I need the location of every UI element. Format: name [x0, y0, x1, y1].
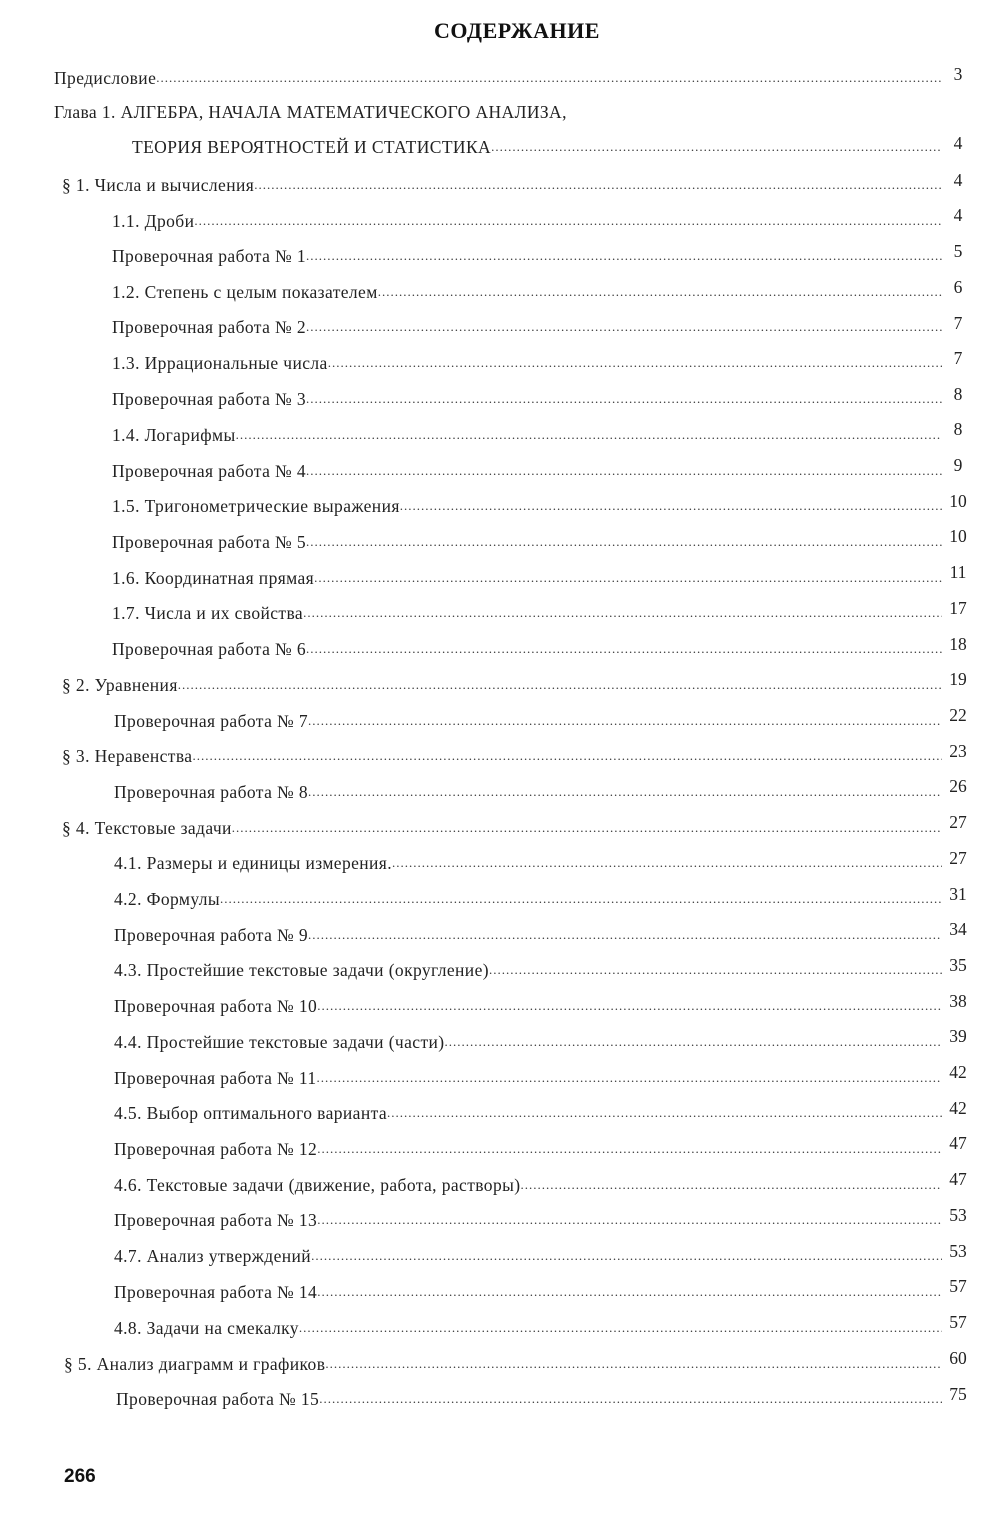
- toc-entry-label: Проверочная работа № 13: [114, 1210, 318, 1230]
- toc-page-number: 11: [949, 562, 967, 582]
- toc-entry[interactable]: [54, 67, 942, 89]
- toc-entry[interactable]: [112, 602, 942, 624]
- leader-dots: [311, 1248, 942, 1264]
- toc-entry[interactable]: [112, 638, 942, 660]
- leader-dots: [192, 748, 942, 764]
- toc-entry-label: 1.1. Дроби: [112, 211, 195, 231]
- toc-entry-label: 1.6. Координатная прямая: [112, 568, 315, 588]
- leader-dots: [194, 213, 942, 229]
- toc-page-number: 10: [949, 491, 967, 511]
- leader-dots: [299, 1320, 942, 1336]
- leader-dots: [306, 319, 942, 335]
- toc-entry[interactable]: [62, 817, 942, 839]
- toc-entry[interactable]: [114, 852, 942, 874]
- toc-entry-label: Проверочная работа № 2: [112, 317, 307, 337]
- toc-entry-label: Проверочная работа № 11: [114, 1068, 317, 1088]
- toc-entry[interactable]: [62, 674, 942, 696]
- toc-entry-label: Проверочная работа № 9: [114, 925, 309, 945]
- leader-dots: [156, 70, 942, 86]
- toc-entry[interactable]: [114, 959, 942, 981]
- toc-entry-label: ТЕОРИЯ ВЕРОЯТНОСТЕЙ И СТАТИСТИКА: [132, 137, 492, 157]
- toc-page-number: 3: [953, 64, 963, 84]
- toc-entry-label: Проверочная работа № 3: [112, 389, 307, 409]
- toc-entry[interactable]: [116, 1388, 942, 1410]
- leader-dots: [387, 1105, 942, 1121]
- toc-entry-label: Проверочная работа № 15: [116, 1389, 320, 1409]
- toc-entry-label: 1.7. Числа и их свойства: [112, 603, 304, 623]
- toc-entry[interactable]: [112, 495, 942, 517]
- toc-entry-label: Проверочная работа № 1: [112, 246, 307, 266]
- page-title: СОДЕРЖАНИЕ: [434, 18, 600, 43]
- toc-entry[interactable]: [112, 424, 942, 446]
- toc-page-number: 10: [949, 526, 967, 546]
- toc-entry-label: 1.5. Тригонометрические выражения: [112, 496, 400, 516]
- toc-page-number: 4: [953, 205, 963, 225]
- toc-entry-label: Проверочная работа № 6: [112, 639, 307, 659]
- toc-page-number: 38: [949, 991, 967, 1011]
- toc-entry-label: 1.4. Логарифмы: [112, 425, 236, 445]
- toc-entry-label: § 4. Текстовые задачи: [62, 818, 232, 838]
- toc-entry-label: Проверочная работа № 8: [114, 782, 309, 802]
- toc-entry-label: 4.6. Текстовые задачи (движение, работа, растворы): [114, 1175, 521, 1195]
- toc-page-number: 6: [953, 277, 963, 297]
- leader-dots: [308, 927, 942, 943]
- leader-dots: [392, 855, 942, 871]
- toc-page-number: 18: [949, 634, 967, 654]
- toc-page-number: 8: [953, 419, 963, 439]
- toc-page-number: 27: [949, 812, 967, 832]
- toc-entry-label: 1.2. Степень с целым показателем: [112, 282, 378, 302]
- toc-entry[interactable]: [114, 1067, 942, 1089]
- chapter-heading-line1: Глава 1. АЛГЕБРА, НАЧАЛА МАТЕМАТИЧЕСКОГО АНАЛИЗА,: [54, 102, 567, 122]
- toc-page-number: 4: [953, 133, 963, 153]
- toc-entry[interactable]: [114, 995, 942, 1017]
- leader-dots: [521, 1177, 943, 1193]
- toc-page-number: 57: [949, 1276, 967, 1296]
- toc-entry[interactable]: [114, 1281, 942, 1303]
- toc-entry-label: Проверочная работа № 7: [114, 711, 309, 731]
- toc-entry[interactable]: [114, 1209, 942, 1231]
- toc-entry-label: Проверочная работа № 10: [114, 996, 318, 1016]
- toc-page-number: 4: [953, 170, 963, 190]
- leader-dots: [306, 463, 942, 479]
- leader-dots: [491, 139, 942, 155]
- toc-entry[interactable]: [112, 316, 942, 338]
- toc-entry-label: 4.2. Формулы: [114, 889, 221, 909]
- toc-page-number: 23: [949, 741, 967, 761]
- toc-entry-label: 4.7. Анализ утверждений: [114, 1246, 312, 1266]
- toc-page-number: 42: [949, 1098, 967, 1118]
- toc-page-number: 47: [949, 1169, 967, 1189]
- toc-entry-label: 4.8. Задачи на смекалку: [114, 1318, 299, 1338]
- toc-page-number: 17: [949, 598, 967, 618]
- toc-entry-label: § 1. Числа и вычисления: [62, 175, 255, 195]
- leader-dots: [306, 641, 942, 657]
- leader-dots: [378, 284, 942, 300]
- leader-dots: [317, 1284, 942, 1300]
- toc-entry[interactable]: [114, 924, 942, 946]
- leader-dots: [306, 248, 942, 264]
- toc-entry[interactable]: [114, 781, 942, 803]
- leader-dots: [319, 1391, 942, 1407]
- toc-entry[interactable]: [114, 1245, 942, 1267]
- toc-entry-label: § 3. Неравенства: [62, 746, 193, 766]
- leader-dots: [317, 1212, 942, 1228]
- leader-dots: [325, 1356, 942, 1372]
- toc-page-number: 39: [949, 1026, 967, 1046]
- toc-page-number: 53: [949, 1205, 967, 1225]
- leader-dots: [308, 784, 942, 800]
- toc-page-number: 9: [953, 455, 963, 475]
- toc-page-number: 53: [949, 1241, 967, 1261]
- leader-dots: [314, 570, 942, 586]
- toc-page-number: 47: [949, 1133, 967, 1153]
- leader-dots: [400, 498, 942, 514]
- toc-entry[interactable]: [62, 745, 942, 767]
- toc-entry[interactable]: [112, 567, 942, 589]
- toc-entry-label: 4.5. Выбор оптимального варианта: [114, 1103, 388, 1123]
- toc-entry-label: 4.1. Размеры и единицы измерения.: [114, 853, 393, 873]
- toc-entry[interactable]: [114, 710, 942, 732]
- leader-dots: [306, 391, 942, 407]
- toc-page-number: 34: [949, 919, 967, 939]
- toc-entry[interactable]: [112, 281, 942, 303]
- toc-page-number: 57: [949, 1312, 967, 1332]
- toc-entry-label: 4.4. Простейшие текстовые задачи (части): [114, 1032, 445, 1052]
- toc-entry-label: Проверочная работа № 4: [112, 461, 307, 481]
- leader-dots: [306, 534, 942, 550]
- leader-dots: [308, 713, 942, 729]
- toc-page-number: 8: [953, 384, 963, 404]
- toc-entry-label: 1.3. Иррациональные числа: [112, 353, 328, 373]
- leader-dots: [489, 962, 942, 978]
- toc-entry[interactable]: [112, 531, 942, 553]
- leader-dots: [328, 355, 942, 371]
- toc-entry[interactable]: [114, 888, 942, 910]
- leader-dots: [317, 1070, 942, 1086]
- toc-entry[interactable]: [114, 1174, 942, 1196]
- leader-dots: [236, 427, 942, 443]
- toc-entry[interactable]: [114, 1031, 942, 1053]
- toc-entry-label: Проверочная работа № 12: [114, 1139, 318, 1159]
- toc-entry[interactable]: [62, 174, 942, 196]
- toc-page-number: 26: [949, 776, 967, 796]
- leader-dots: [303, 605, 942, 621]
- toc-entry[interactable]: [114, 1317, 942, 1339]
- leader-dots: [317, 1141, 942, 1157]
- leader-dots: [317, 998, 942, 1014]
- toc-entry[interactable]: [114, 1102, 942, 1124]
- toc-page-number: 7: [953, 348, 963, 368]
- toc-page-number: 75: [949, 1384, 967, 1404]
- toc-entry-label: 4.3. Простейшие текстовые задачи (округление): [114, 960, 489, 980]
- toc-page-number: 22: [949, 705, 967, 725]
- toc-entry[interactable]: [64, 1353, 942, 1375]
- toc-entry[interactable]: [112, 245, 942, 267]
- toc-entry-label: Проверочная работа № 14: [114, 1282, 318, 1302]
- toc-page-number: 27: [949, 848, 967, 868]
- leader-dots: [178, 677, 942, 693]
- leader-dots: [254, 177, 942, 193]
- toc-entry[interactable]: [112, 352, 942, 374]
- toc-page-number: 19: [949, 669, 967, 689]
- leader-dots: [232, 820, 942, 836]
- toc-page-number: 31: [949, 884, 967, 904]
- toc-page-number: 60: [949, 1348, 967, 1368]
- page-number: 266: [64, 1466, 96, 1487]
- leader-dots: [445, 1034, 942, 1050]
- toc-entry[interactable]: [112, 210, 942, 232]
- toc-entry-label: § 2. Уравнения: [62, 675, 178, 695]
- toc-entry[interactable]: [132, 136, 942, 158]
- toc-page-number: 42: [949, 1062, 967, 1082]
- toc-page-number: 7: [953, 313, 963, 333]
- toc-entry-label: § 5. Анализ диаграмм и графиков: [64, 1354, 326, 1374]
- toc-page-number: 35: [949, 955, 967, 975]
- toc-entry[interactable]: [114, 1138, 942, 1160]
- toc-entry-label: Проверочная работа № 5: [112, 532, 307, 552]
- leader-dots: [220, 891, 942, 907]
- toc-entry[interactable]: [112, 388, 942, 410]
- toc-entry-label: Предисловие: [54, 68, 157, 88]
- toc-page-number: 5: [953, 241, 963, 261]
- toc-entry[interactable]: [112, 460, 942, 482]
